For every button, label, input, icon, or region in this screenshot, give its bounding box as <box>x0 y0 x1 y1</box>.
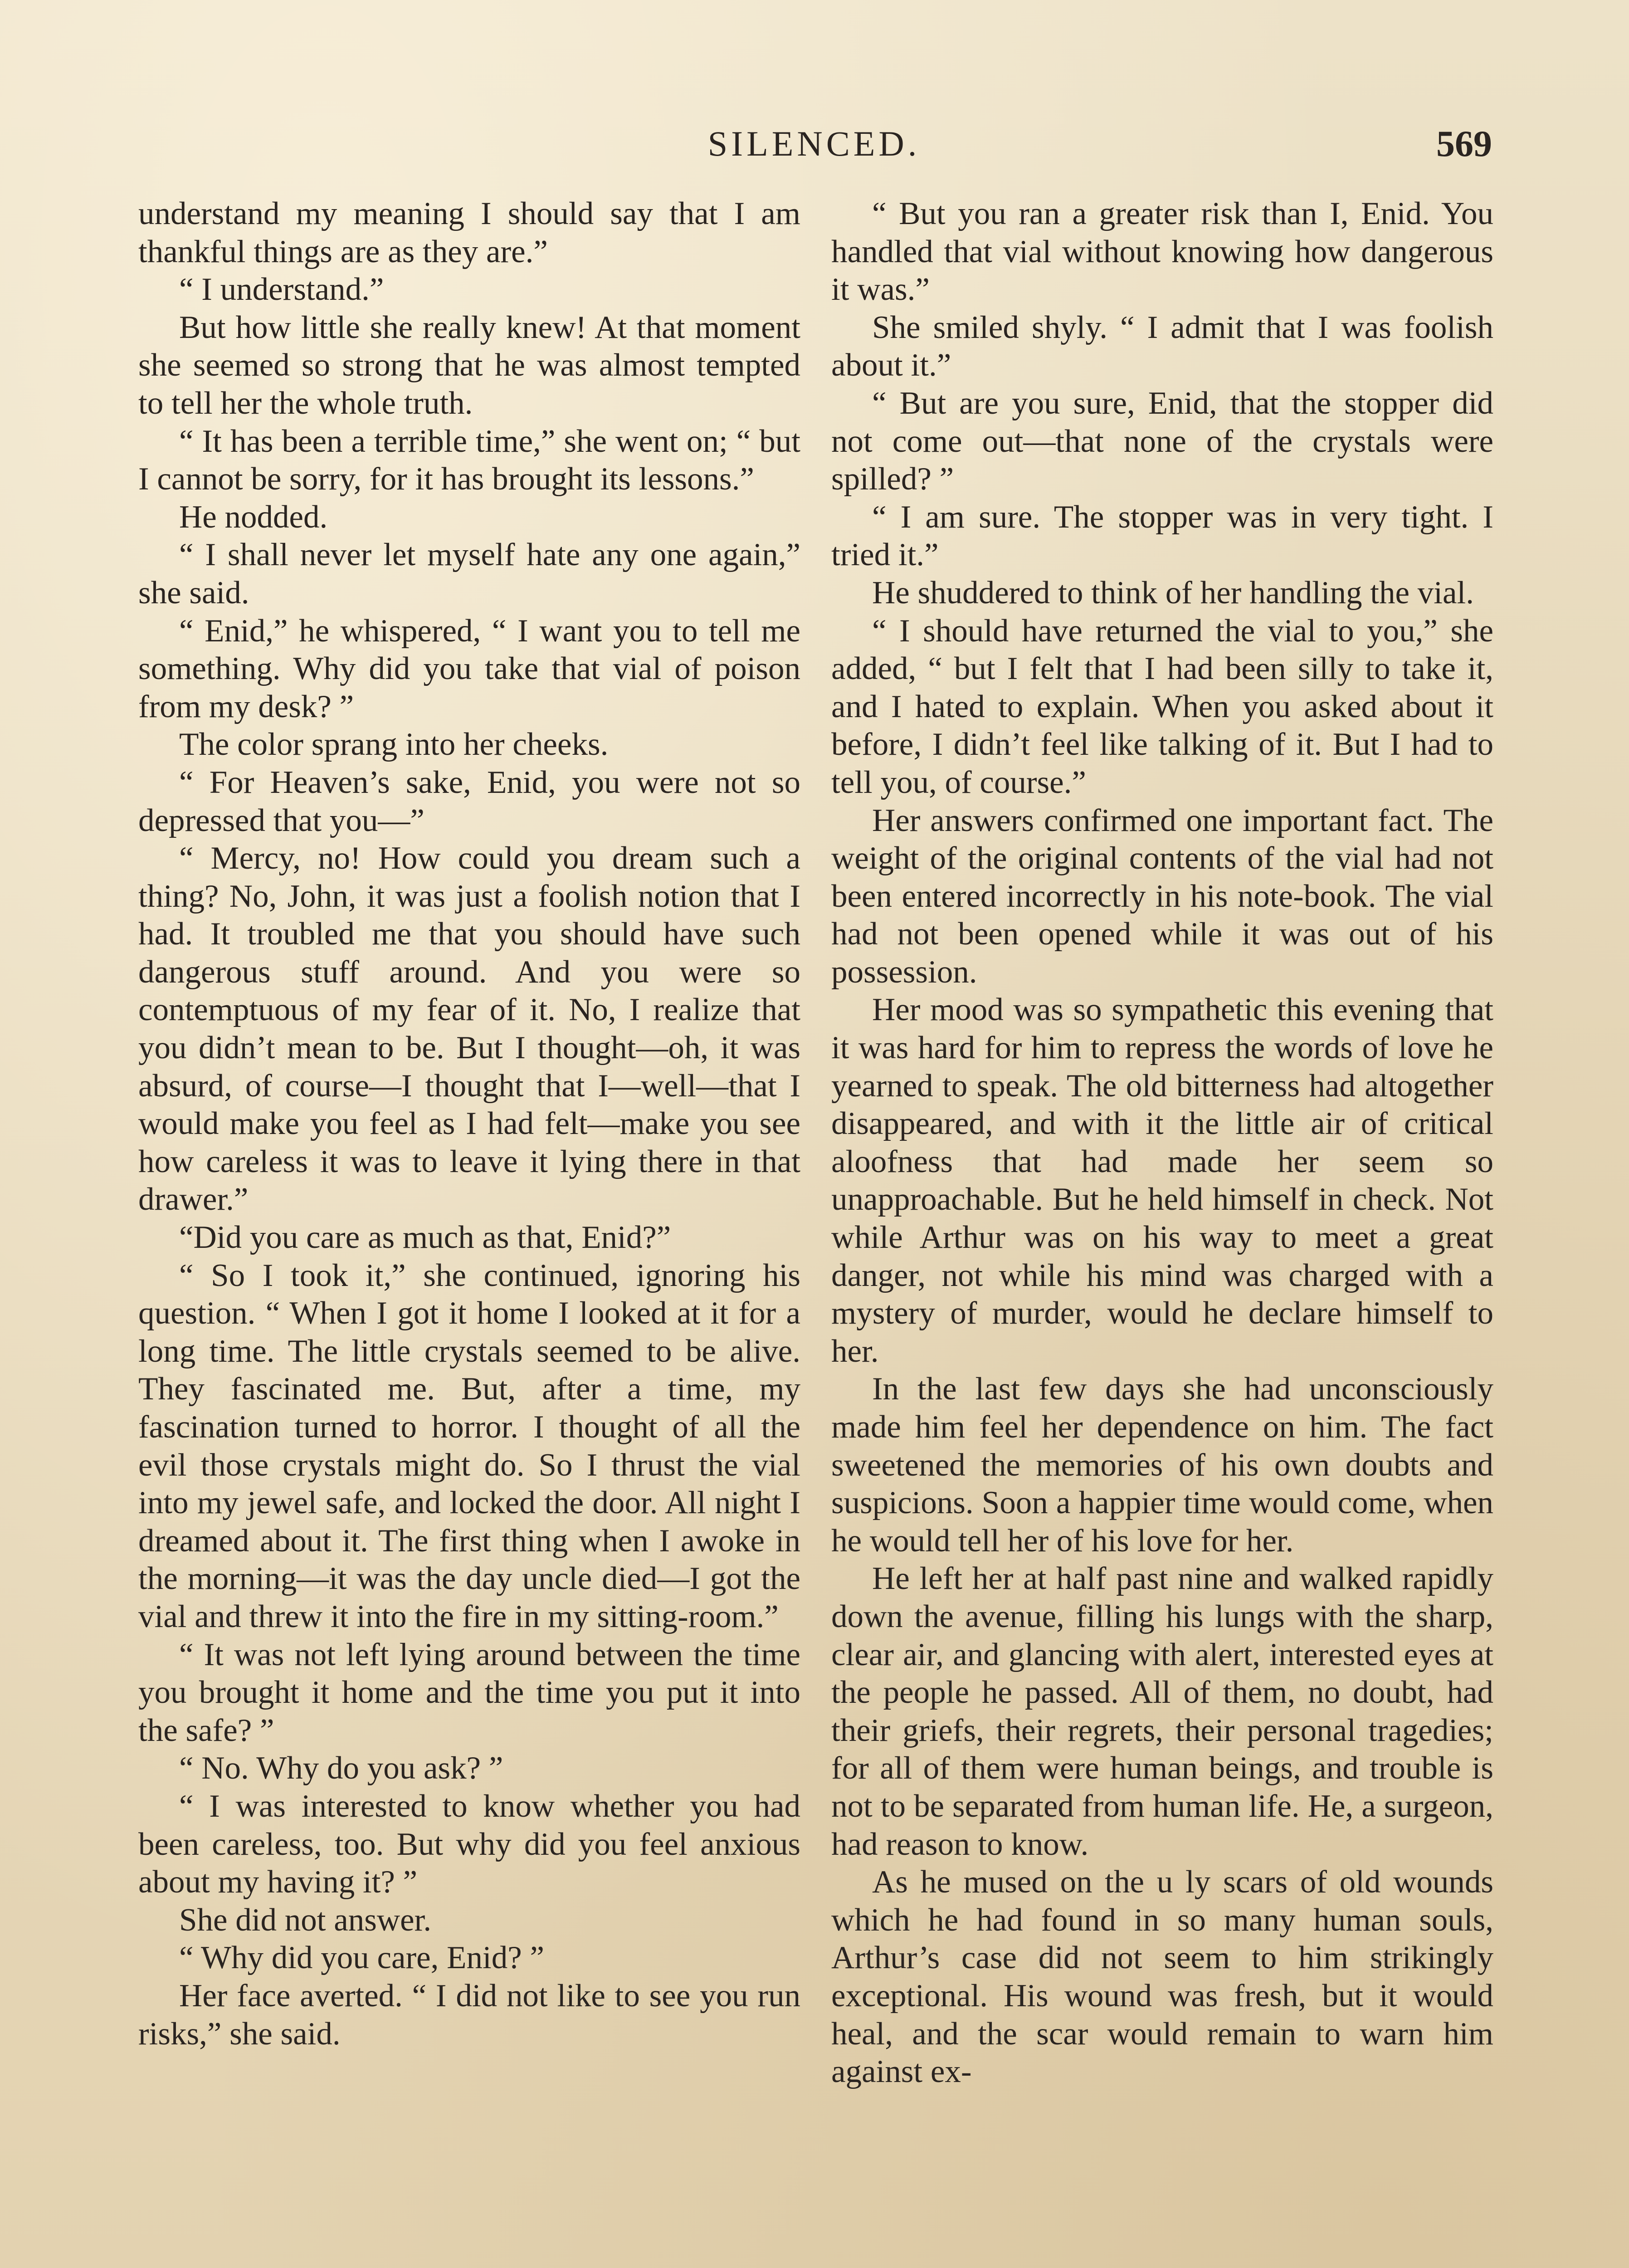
page-number: 569 <box>1436 123 1492 164</box>
page-header <box>136 119 1492 169</box>
paragraph: He left her at half past nine and walked rapidly down the avenue, filling his lungs with the sharp, clear air, and glancing with alert, interested eyes at the people he passed. All of them, no doubt, had their griefs, their regrets, their personal tragedies; for all of them were human beings, and trouble is not to be separated from human life. He, a surgeon, had reason to know. <box>831 1561 1493 1862</box>
paragraph: Her answers confirmed one important fact. The weight of the original contents of the vial had not been entered incorrectly in his note-book. The vial had not been opened while it was out of his possession. <box>831 802 1493 990</box>
paragraph: “ No. Why do you ask? ” <box>179 1750 503 1786</box>
right-column <box>831 195 1493 2091</box>
paragraph: “ Mercy, no! How could you dream such a thing? No, John, it was just a foolish notion that I had. It troubled me that you should have such dangerous stuff around. And you were so contemptuous of my fear of it. No, I realize that you didn’t mean to be. But I thought—oh, it was absurd, of course—I thought that I—well—that I would make you feel as I had felt—make you see how careless it was to leave it lying there in that drawer.” <box>138 841 800 1217</box>
paragraph: “ For Heaven’s sake, Enid, you were not so depressed that you—” <box>138 764 800 838</box>
paragraph: He shuddered to think of her handling the vial. <box>872 575 1474 611</box>
paragraph: “ It was not left lying around between the time you brought it home and the time you put it into the safe? ” <box>138 1637 800 1748</box>
running-title: SILENCED. <box>707 124 921 163</box>
paragraph: He nodded. <box>179 499 328 535</box>
paragraph: “ But are you sure, Enid, that the stopper did not come out—that none of the crystals were spilled? ” <box>831 385 1493 497</box>
paragraph: She smiled shyly. “ I admit that I was foolish about it.” <box>831 309 1493 383</box>
paragraph: Her face averted. “ I did not like to see you run risks,” she said. <box>138 1978 800 2052</box>
paragraph: understand my meaning I should say that I am thankful things are as they are.” <box>138 196 800 269</box>
paragraph: “ Why did you care, Enid? ” <box>179 1940 545 1976</box>
paragraph: “ I understand.” <box>179 272 384 308</box>
paragraph: “ It has been a terrible time,” she went on; “ but I cannot be sorry, for it has brought its lessons.” <box>138 423 800 497</box>
paragraph: “ But you ran a greater risk than I, Enid. You handled that vial without knowing how dangerous it was.” <box>831 196 1493 308</box>
paragraph: But how little she really knew! At that moment she seemed so strong that he was almost tempted to tell her the whole truth. <box>138 309 800 421</box>
paragraph: “ I should have returned the vial to you,” she added, “ but I felt that I had been silly to take it, and I hated to explain. When you asked about it before, I didn’t feel like talking of it. But I had to tell you, of course.” <box>831 613 1493 800</box>
paragraph: “ I am sure. The stopper was in very tight. I tried it.” <box>831 499 1493 573</box>
paragraph: “ I shall never let myself hate any one again,” she said. <box>138 537 800 611</box>
paragraph: The color sprang into her cheeks. <box>179 727 609 763</box>
paragraph: “Did you care as much as that, Enid?” <box>179 1220 671 1256</box>
left-column <box>138 195 800 2053</box>
paragraph: As he mused on the u ly scars of old wounds which he had found in so many human souls, Arthur’s case did not seem to him strikingly exceptional. His wound was fresh, but it would heal, and the scar would remain to warn him against ex- <box>831 1864 1493 2090</box>
paragraph: “ So I took it,” she continued, ignoring his question. “ When I got it home I looked at it for a long time. The little crystals seemed to be alive. They fascinated me. But, after a time, my fascination turned to horror. I thought of all the evil those crystals might do. So I thrust the vial into my jewel safe, and locked the door. All night I dreamed about it. The first thing when I awoke in the morning—it was the day uncle died—I got the vial and threw it into the fire in my sitting-room.” <box>138 1257 800 1634</box>
paragraph: In the last few days she had unconsciously made him feel her dependence on him. The fact sweetened the memories of his own doubts and suspicions. Soon a happier time would come, when he would tell her of his love for her. <box>831 1371 1493 1559</box>
paragraph: She did not answer. <box>179 1902 432 1938</box>
paragraph: Her mood was so sympathetic this evening that it was hard for him to repress the words of love he yearned to speak. The old bitterness had altogether disappeared, and with it the little air of critical aloofness that had made her seem so unapproachable. But he held himself in check. Not while Arthur was on his way to meet a great danger, not while his mind was charged with a mystery of murder, would he declare himself to her. <box>831 992 1493 1369</box>
paragraph: “ Enid,” he whispered, “ I want you to tell me something. Why did you take that vial of poison from my desk? ” <box>138 613 800 724</box>
paragraph: “ I was interested to know whether you had been careless, too. But why did you feel anxious about my having it? ” <box>138 1788 800 1900</box>
